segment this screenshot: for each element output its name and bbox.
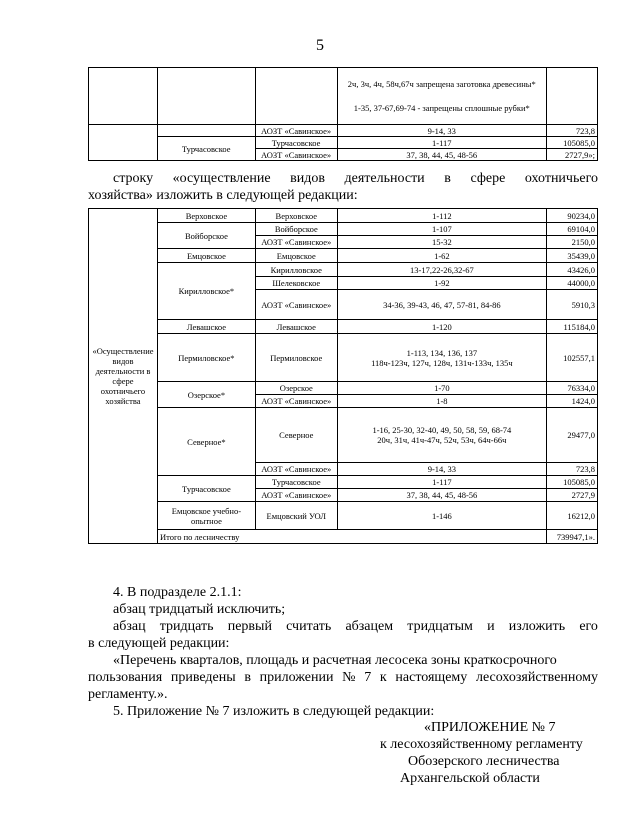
table-cell: 1-107 bbox=[337, 223, 546, 236]
table-cell: Левашское bbox=[157, 320, 255, 334]
table-cell: 69104,0 bbox=[547, 223, 598, 236]
table-cell: 102557,1 bbox=[547, 334, 598, 382]
word: «осуществление bbox=[172, 171, 271, 186]
table-cell: Озерское* bbox=[157, 382, 255, 408]
text-line: 5. Приложение № 7 изложить в следующей редакции: bbox=[113, 704, 435, 719]
table-cell: Левашское bbox=[255, 320, 337, 334]
table-cell: АОЗТ «Савинское» bbox=[255, 290, 337, 320]
table-cell: 2727,9»; bbox=[547, 149, 598, 161]
word: тридцать bbox=[159, 619, 214, 634]
table-cell: 723,8 bbox=[547, 463, 598, 476]
table-cell: Турчасовское bbox=[157, 476, 255, 502]
word: и bbox=[487, 619, 495, 634]
table-cell: Емцовское учебно-опытное bbox=[157, 502, 255, 530]
text-line: в следующей редакции: bbox=[88, 636, 230, 651]
word: деятельности bbox=[344, 171, 425, 186]
table-cell: Турчасовское bbox=[255, 476, 337, 489]
table-cell: 9-14, 33 bbox=[337, 125, 546, 137]
word: изложить bbox=[508, 619, 566, 634]
table-cell: 1-92 bbox=[337, 277, 546, 290]
table-cell: АОЗТ «Савинское» bbox=[255, 125, 337, 137]
table-cell: 105085,0 bbox=[547, 137, 598, 149]
word: сфере bbox=[470, 171, 506, 186]
table-cell: 13-17,22-26,32-67 bbox=[337, 263, 546, 277]
appendix-line: Архангельской области bbox=[400, 771, 540, 786]
table-cell: 34-36, 39-43, 46, 47, 57-81, 84-86 bbox=[337, 290, 546, 320]
table-cell: Турчасовское bbox=[255, 137, 337, 149]
hunting-table bbox=[88, 208, 598, 544]
table-cell: Верховское bbox=[157, 209, 255, 223]
word: в bbox=[244, 670, 251, 685]
quarters-line: 1-16, 25-30, 32-40, 49, 50, 58, 59, 68-74 bbox=[372, 425, 512, 435]
table-cell: Верховское bbox=[255, 209, 337, 223]
word: приведены bbox=[170, 670, 236, 685]
table-cell bbox=[157, 125, 255, 137]
table-cell: 1-70 bbox=[337, 382, 546, 395]
text-line bbox=[113, 618, 598, 635]
table-cell: 105085,0 bbox=[547, 476, 598, 489]
table-cell: 5910,3 bbox=[547, 290, 598, 320]
text-line: 4. В подразделе 2.1.1: bbox=[113, 585, 242, 600]
table-cell: Шелековское bbox=[255, 277, 337, 290]
text-line: абзац тридцатый исключить; bbox=[113, 602, 286, 617]
table-cell: Войборское bbox=[157, 223, 255, 249]
word: видов bbox=[290, 171, 325, 186]
table-cell bbox=[337, 68, 546, 125]
table-cell bbox=[337, 334, 546, 382]
table-cell: 90234,0 bbox=[547, 209, 598, 223]
table-cell: 76334,0 bbox=[547, 382, 598, 395]
table-cell: Турчасовское bbox=[157, 137, 255, 161]
table-cell bbox=[89, 125, 158, 161]
table-cell: 37, 38, 44, 45, 48-56 bbox=[337, 489, 546, 502]
table-cell: 1-146 bbox=[337, 502, 546, 530]
table-cell: Емцовский УОЛ bbox=[255, 502, 337, 530]
word: первый bbox=[227, 619, 272, 634]
table-cell: АОЗТ «Савинское» bbox=[255, 149, 337, 161]
word: в bbox=[444, 171, 451, 186]
table-cell: АОЗТ «Савинское» bbox=[255, 489, 337, 502]
continuation-table bbox=[88, 67, 598, 161]
word: абзац bbox=[113, 619, 146, 634]
table-cell: АОЗТ «Савинское» bbox=[255, 236, 337, 249]
word: строку bbox=[113, 171, 154, 186]
text-line: регламенту.». bbox=[88, 687, 168, 702]
restriction-line: 1-35, 37-67,69-74 - запрещены сплошные рубки* bbox=[353, 103, 530, 113]
table-cell: Емцовское bbox=[255, 249, 337, 263]
appendix-title: «ПРИЛОЖЕНИЕ № 7 bbox=[424, 720, 556, 735]
word: к bbox=[379, 670, 387, 685]
table-cell: 2150,0 bbox=[547, 236, 598, 249]
table-cell: 1-8 bbox=[337, 395, 546, 408]
table-cell: Пермиловское* bbox=[157, 334, 255, 382]
word: № bbox=[342, 670, 356, 685]
table-cell: АОЗТ «Савинское» bbox=[255, 463, 337, 476]
table-cell: Северное* bbox=[157, 408, 255, 476]
word: пользования bbox=[88, 670, 163, 685]
word: настоящему bbox=[395, 670, 468, 685]
quarters-line: 118ч-123ч, 127ч, 128ч, 131ч-133ч, 135ч bbox=[371, 357, 513, 368]
table-cell: 1-117 bbox=[337, 476, 546, 489]
table-cell bbox=[547, 68, 598, 125]
table-cell: Емцовское bbox=[157, 249, 255, 263]
total-label: Итого по лесничеству bbox=[157, 530, 546, 544]
word: считать bbox=[286, 619, 332, 634]
appendix-line: Обозерского лесничества bbox=[408, 754, 560, 769]
text-line bbox=[113, 170, 598, 187]
table-cell: Пермиловское bbox=[255, 334, 337, 382]
table-cell: 9-14, 33 bbox=[337, 463, 546, 476]
table-cell: 37, 38, 44, 45, 48-56 bbox=[337, 149, 546, 161]
table-cell: Северное bbox=[255, 408, 337, 463]
table-cell: 35439,0 bbox=[547, 249, 598, 263]
quarters-line: 1-113, 134, 136, 137 bbox=[406, 347, 478, 358]
table-cell: 1-112 bbox=[337, 209, 546, 223]
table-cell: Войборское bbox=[255, 223, 337, 236]
table-cell: 1424,0 bbox=[547, 395, 598, 408]
text-line: хозяйства» изложить в следующей редакции: bbox=[88, 188, 358, 203]
activity-type-cell: «Осуществление видов деятельности в сфере охотничьего хозяйства bbox=[89, 209, 158, 544]
table-cell: Кирилловское* bbox=[157, 263, 255, 320]
table-cell: Кирилловское bbox=[255, 263, 337, 277]
table-cell: 2727,9 bbox=[547, 489, 598, 502]
appendix-line: к лесохозяйственному регламенту bbox=[380, 737, 583, 752]
table-cell bbox=[255, 68, 337, 125]
table-cell: 723,8 bbox=[547, 125, 598, 137]
word: лесохозяйственному bbox=[475, 670, 598, 685]
table-cell bbox=[89, 68, 158, 125]
table-cell: 16212,0 bbox=[547, 502, 598, 530]
table-cell: 29477,0 bbox=[547, 408, 598, 463]
table-cell bbox=[157, 68, 255, 125]
text-line bbox=[88, 669, 598, 686]
word: 7 bbox=[364, 670, 372, 685]
word: охотничьего bbox=[524, 171, 598, 186]
table-cell: 1-117 bbox=[337, 137, 546, 149]
word: тридцатым bbox=[407, 619, 473, 634]
text-line: «Перечень кварталов, площадь и расчетная лесосека зоны краткосрочного bbox=[113, 653, 557, 668]
table-cell: 15-32 bbox=[337, 236, 546, 249]
table-cell bbox=[337, 408, 546, 463]
table-cell: 44000,0 bbox=[547, 277, 598, 290]
table-cell: 115184,0 bbox=[547, 320, 598, 334]
total-value: 739947,1». bbox=[547, 530, 598, 544]
quarters-line: 20ч, 31ч, 41ч-47ч, 52ч, 53ч, 64ч-66ч bbox=[377, 435, 507, 445]
word: его bbox=[579, 619, 598, 634]
word: приложении bbox=[259, 670, 334, 685]
page-number: 5 bbox=[316, 37, 324, 54]
table-cell: АОЗТ «Савинское» bbox=[255, 395, 337, 408]
word: абзацем bbox=[345, 619, 394, 634]
table-cell: 1-62 bbox=[337, 249, 546, 263]
table-cell: 43426,0 bbox=[547, 263, 598, 277]
table-cell: 1-120 bbox=[337, 320, 546, 334]
restriction-line: 2ч, 3ч, 4ч, 58ч,67ч запрещена заготовка древесины* bbox=[347, 79, 536, 89]
table-cell: Озерское bbox=[255, 382, 337, 395]
